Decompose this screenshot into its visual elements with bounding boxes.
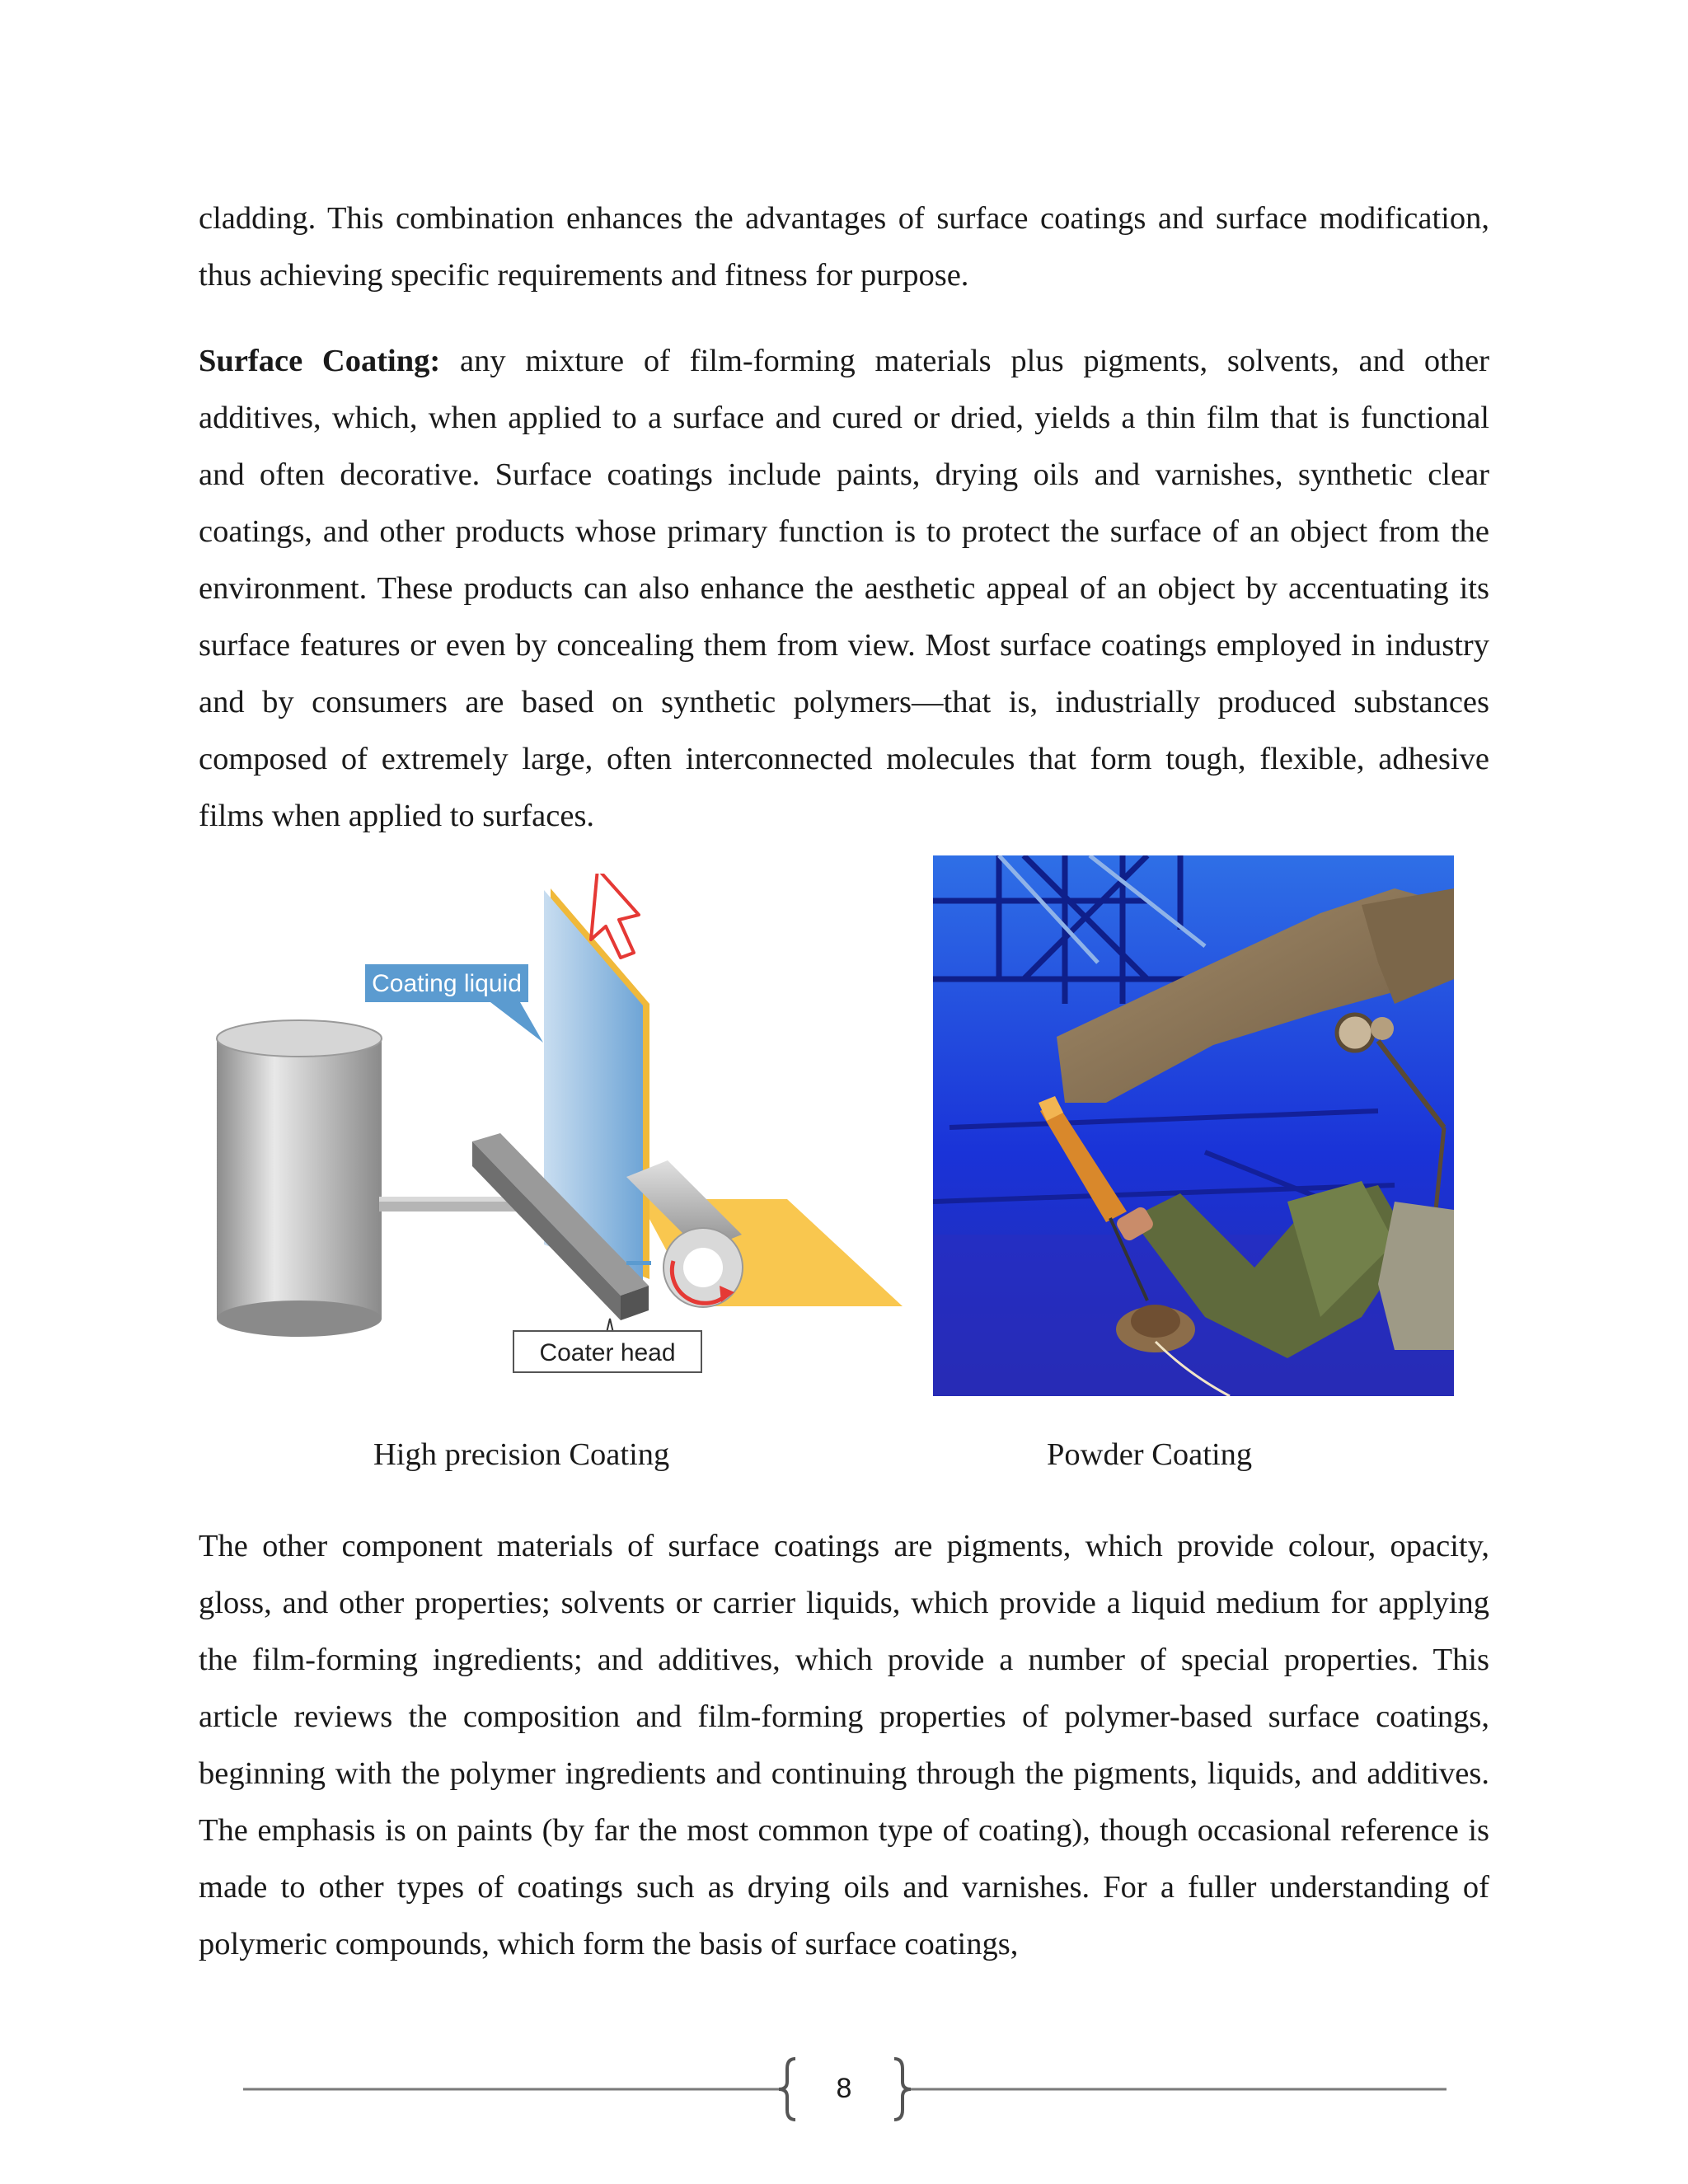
- coating-liquid-label: Coating liquid: [372, 970, 522, 997]
- paragraph-intro: cladding. This combination enhances the advantages of surface coatings and surface modification, thus achieving specific requirements and fitness for purpose.: [199, 201, 1489, 293]
- paragraph-components: The other component materials of surface coatings are pigments, which provide colour, opacity, gloss, and other properties; solvents or carrier liquids, which provide a liquid medium for applying the film-forming ingredients; and additives, which provide a number of special properties. This article reviews the composition and film-forming properties of polymer-based surface coatings, beginning with the polymer ingredients and continuing through the pigments, liquids, and additives. The emphasis is on paints (by far the most common type of coating), though occasional reference is made to other types of coatings such as drying oils and varnishes. For a fuller understanding of polymeric compounds, which form the basis of surface coatings,: [199, 1529, 1489, 1961]
- tank-cylinder: [217, 1038, 382, 1319]
- page-number: 8: [836, 2073, 852, 2104]
- paragraph-surface-coating: [199, 333, 1489, 845]
- term-surface-coating: Surface Coating:: [199, 344, 441, 378]
- powder-coating-photo: [933, 855, 1454, 1396]
- caption-high-precision-coating: High precision Coating: [373, 1437, 670, 1472]
- caption-powder-coating: Powder Coating: [1047, 1437, 1253, 1472]
- high-precision-coating-diagram: [210, 874, 919, 1401]
- definition-surface-coating: any mixture of film-forming materials plus pigments, solvents, and other additives, which, when applied to a surface and cured or dried, yields a thin film that is functional and often decorative. Surface coatings include paints, drying oils and varnishes, synthetic clear coatings, and other products whose primary function is to protect the surface of an object from the environment. These products can also enhance the aesthetic appeal of an object by accentuating its surface features or even by concealing them from view. Most surface coatings employed in industry and by consumers are based on synthetic polymers—that is, industrially produced substances composed of extremely large, often interconnected molecules that form tough, flexible, adhesive films when applied to surfaces.: [199, 344, 1489, 833]
- coater-head-label: Coater head: [539, 1339, 676, 1366]
